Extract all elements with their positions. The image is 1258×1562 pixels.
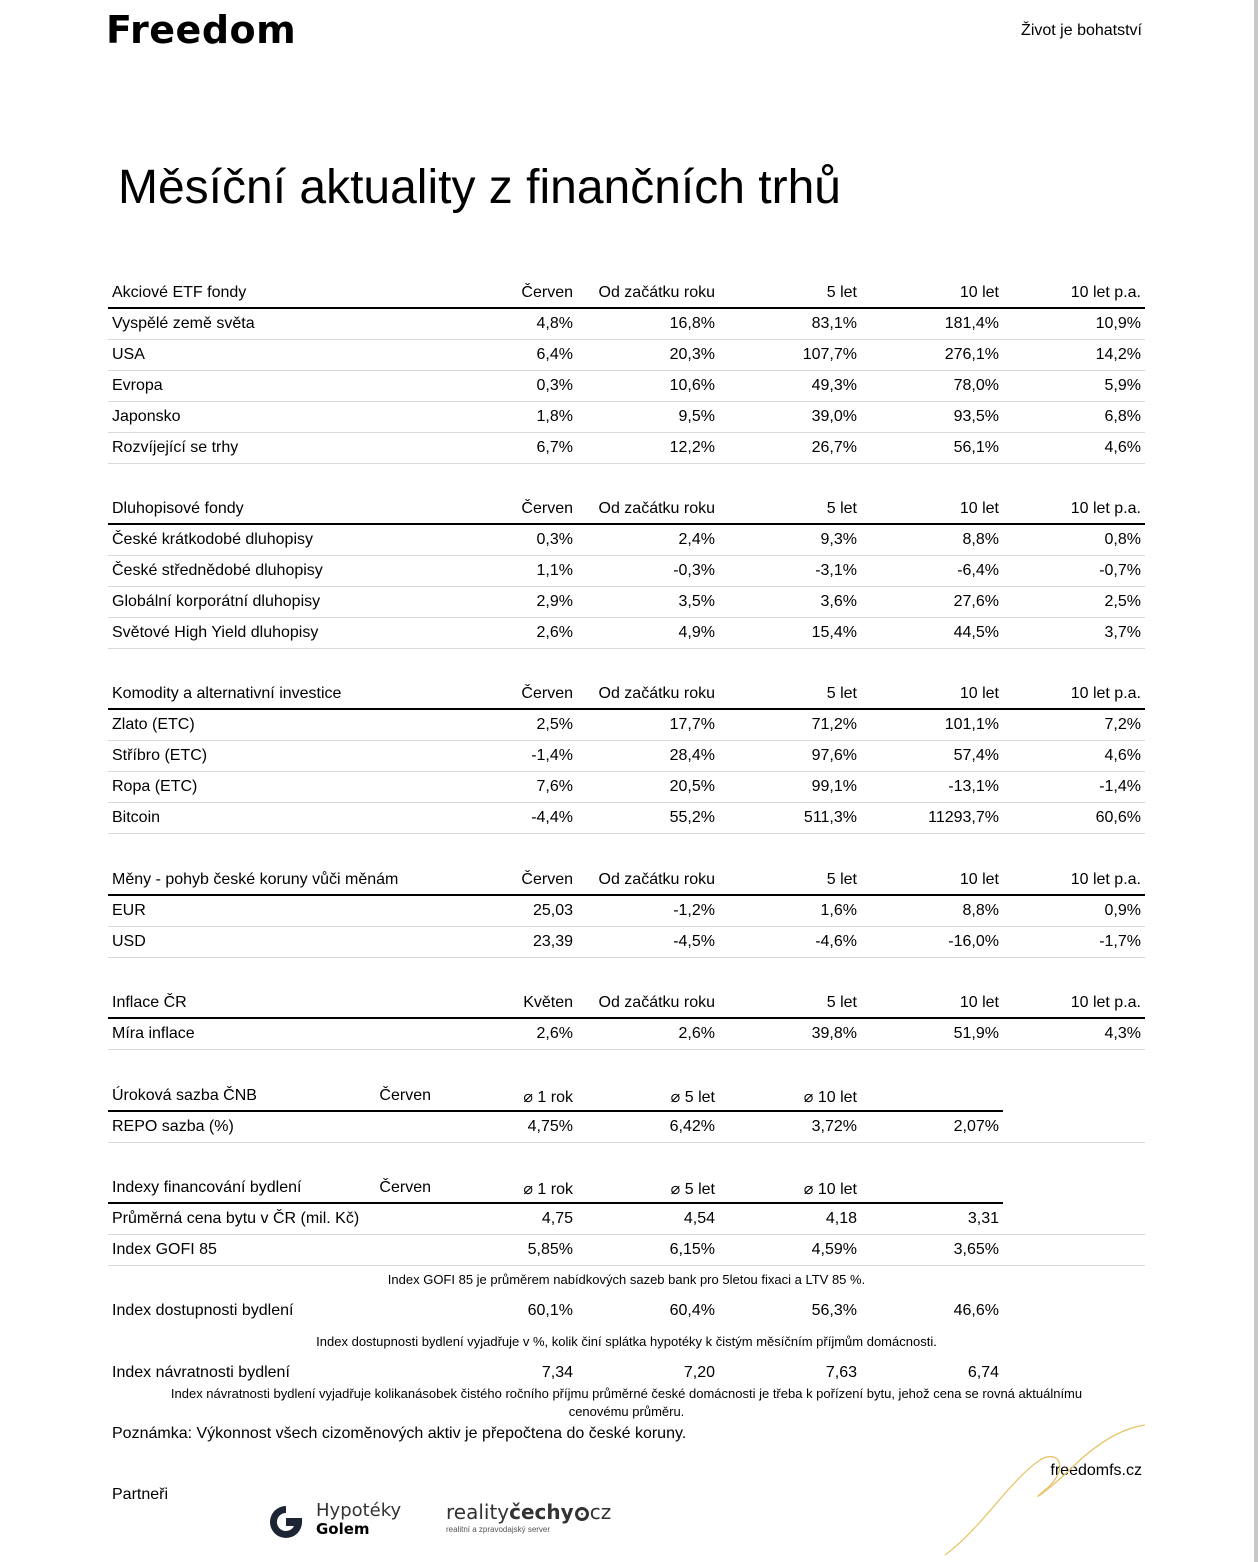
table-cell: -6,4% bbox=[957, 562, 999, 579]
table-cell: 5 let bbox=[826, 284, 857, 301]
table-cell: 14,2% bbox=[1095, 346, 1141, 363]
table-cell: 44,5% bbox=[953, 624, 999, 641]
table-row bbox=[108, 556, 1145, 587]
table-cell: 55,2% bbox=[669, 809, 715, 826]
table-cell: 99,1% bbox=[811, 778, 857, 795]
row-navratnost bbox=[108, 1358, 1145, 1389]
table-cell: Míra inflace bbox=[112, 1025, 195, 1042]
table-cell: USD bbox=[112, 933, 146, 950]
table-cell: 10 let p.a. bbox=[1070, 284, 1141, 301]
table-cell: Červen bbox=[521, 284, 573, 301]
table-cell: 6,15% bbox=[669, 1241, 715, 1258]
table-cell: 39,0% bbox=[811, 408, 857, 425]
table-cell: -4,6% bbox=[815, 933, 857, 950]
table-cell: -16,0% bbox=[948, 933, 999, 950]
table-row bbox=[108, 1358, 1145, 1389]
table-cell: 49,3% bbox=[811, 377, 857, 394]
freedom-logo: Freedom bbox=[106, 8, 297, 52]
table-header bbox=[108, 679, 1145, 710]
table-cell: 4,9% bbox=[678, 624, 715, 641]
page-title: Měsíční aktuality z finančních trhů bbox=[118, 161, 841, 214]
table-cell: 1,1% bbox=[536, 562, 573, 579]
table-cell: 71,2% bbox=[811, 716, 857, 733]
table-cell: 3,65% bbox=[953, 1241, 999, 1258]
table-inflation bbox=[108, 988, 1145, 1050]
golem-icon bbox=[268, 1504, 304, 1538]
table-cell: 16,8% bbox=[669, 315, 715, 332]
table-cell: 97,6% bbox=[811, 747, 857, 764]
table-cell: Průměrná cena bytu v ČR (mil. Kč) bbox=[112, 1210, 360, 1227]
table-cell: ⌀ 5 let bbox=[670, 1181, 715, 1198]
table-cell: Bitcoin bbox=[112, 809, 161, 826]
table-cell: Červen bbox=[521, 500, 573, 517]
table-cell: 4,18 bbox=[825, 1210, 857, 1227]
table-row bbox=[108, 710, 1145, 741]
table-cell: 51,9% bbox=[953, 1025, 999, 1042]
table-cell: -0,3% bbox=[673, 562, 715, 579]
table-cell: 2,07% bbox=[953, 1118, 999, 1135]
table-row bbox=[108, 896, 1145, 927]
table-cell: 0,3% bbox=[536, 377, 573, 394]
table-cell: 2,5% bbox=[1104, 593, 1141, 610]
table-cell: 10 let bbox=[959, 994, 999, 1011]
table-cell: 28,4% bbox=[669, 747, 715, 764]
table-row bbox=[108, 433, 1145, 464]
table-cell: Od začátku roku bbox=[598, 500, 715, 517]
table-cell: 10 let p.a. bbox=[1070, 500, 1141, 517]
table-cell: 20,5% bbox=[669, 778, 715, 795]
table-cell: Úroková sazba ČNB bbox=[112, 1087, 257, 1104]
table-cell: 5 let bbox=[826, 994, 857, 1011]
table-cell: -1,4% bbox=[1099, 778, 1141, 795]
table-cell: 2,4% bbox=[678, 531, 715, 548]
table-cell: 60,6% bbox=[1095, 809, 1141, 826]
table-cell: 27,6% bbox=[953, 593, 999, 610]
table-cell: ⌀ 1 rok bbox=[523, 1089, 573, 1106]
table-commodities bbox=[108, 679, 1145, 834]
table-header bbox=[108, 988, 1145, 1019]
table-cell: 6,7% bbox=[536, 439, 573, 456]
table-cell: 25,03 bbox=[532, 902, 573, 919]
table-cell: 56,1% bbox=[953, 439, 999, 456]
table-cell: 57,4% bbox=[953, 747, 999, 764]
table-stock-etf bbox=[108, 278, 1145, 464]
table-cell: 5 let bbox=[826, 685, 857, 702]
page-edge bbox=[1254, 0, 1258, 1562]
table-cell: 1,6% bbox=[820, 902, 857, 919]
partner-realitycechy-logo[interactable]: realityčechy cz realitní a zpravodajský server bbox=[446, 1500, 612, 1534]
table-cell: Index návratnosti bydlení bbox=[112, 1364, 290, 1381]
table-cell: Japonsko bbox=[112, 408, 181, 425]
table-cell: Ropa (ETC) bbox=[112, 778, 198, 795]
table-row bbox=[108, 525, 1145, 556]
table-housing bbox=[108, 1173, 1145, 1266]
table-cell: 46,6% bbox=[953, 1302, 999, 1319]
table-header bbox=[108, 1173, 1003, 1204]
table-cell: Rozvíjející se trhy bbox=[112, 439, 239, 456]
table-cell: Měny - pohyb české koruny vůči měnám bbox=[112, 871, 399, 888]
table-cell: -1,2% bbox=[673, 902, 715, 919]
table-cell: 2,5% bbox=[536, 716, 573, 733]
table-cell: 10 let bbox=[959, 284, 999, 301]
table-cell: 9,3% bbox=[820, 531, 857, 548]
table-cell: 4,6% bbox=[1104, 439, 1141, 456]
table-cell: Červen bbox=[379, 1179, 431, 1196]
table-cell: 10,6% bbox=[669, 377, 715, 394]
table-header bbox=[108, 494, 1145, 525]
table-cell: 10 let bbox=[959, 685, 999, 702]
table-cell: 2,6% bbox=[536, 624, 573, 641]
navratnost-note-2: cenovému průměru. bbox=[568, 1404, 685, 1419]
table-cell: 5,85% bbox=[527, 1241, 573, 1258]
table-cell: 107,7% bbox=[802, 346, 857, 363]
table-cell: 7,34 bbox=[541, 1364, 573, 1381]
table-cell: 26,7% bbox=[811, 439, 857, 456]
table-header bbox=[108, 1081, 1003, 1112]
table-cell: 7,2% bbox=[1104, 716, 1141, 733]
table-cell: Indexy financování bydlení bbox=[112, 1179, 302, 1196]
table-cell: 83,1% bbox=[811, 315, 857, 332]
table-cell: 2,6% bbox=[536, 1025, 573, 1042]
navratnost-note-1: Index návratnosti bydlení vyjadřuje kolikanásobek čistého ročního příjmu průměrné české domácnosti je třeba k pořízení bytu, jehož cena se rovná aktuálnímu bbox=[170, 1386, 1083, 1401]
table-cell: Vyspělé země světa bbox=[112, 315, 255, 332]
table-cell: 3,72% bbox=[811, 1118, 857, 1135]
table-cell: 5 let bbox=[826, 871, 857, 888]
table-cell: Červen bbox=[379, 1087, 431, 1104]
table-cell: 10 let bbox=[959, 500, 999, 517]
table-cell: Červen bbox=[521, 871, 573, 888]
table-row bbox=[108, 587, 1145, 618]
table-cell: 5,9% bbox=[1104, 377, 1141, 394]
table-cell: 0,8% bbox=[1104, 531, 1141, 548]
table-cell: 8,8% bbox=[962, 902, 999, 919]
table-cell: 15,4% bbox=[811, 624, 857, 641]
table-row bbox=[108, 1296, 1145, 1327]
table-cell: České střednědobé dluhopisy bbox=[112, 562, 323, 579]
decorative-swoosh bbox=[940, 1420, 1150, 1560]
table-bond-funds bbox=[108, 494, 1145, 649]
table-row bbox=[108, 741, 1145, 772]
table-cell: 39,8% bbox=[811, 1025, 857, 1042]
table-cell: Index dostupnosti bydlení bbox=[112, 1302, 294, 1319]
table-row bbox=[108, 803, 1145, 834]
table-cell: Od začátku roku bbox=[598, 685, 715, 702]
table-cell: 10 let p.a. bbox=[1070, 685, 1141, 702]
table-cell: 4,75% bbox=[527, 1118, 573, 1135]
table-cell: 6,42% bbox=[669, 1118, 715, 1135]
table-cell: ⌀ 1 rok bbox=[523, 1181, 573, 1198]
table-cell: -1,4% bbox=[531, 747, 573, 764]
table-cell: 60,1% bbox=[527, 1302, 573, 1319]
table-cell: Index GOFI 85 bbox=[112, 1241, 217, 1258]
table-cell: Stříbro (ETC) bbox=[112, 747, 208, 764]
table-cell: Komodity a alternativní investice bbox=[112, 685, 342, 702]
table-header bbox=[108, 278, 1145, 309]
table-cell: 181,4% bbox=[944, 315, 999, 332]
table-cell: 6,8% bbox=[1104, 408, 1141, 425]
table-cell: 60,4% bbox=[669, 1302, 715, 1319]
table-row bbox=[108, 1112, 1145, 1143]
table-cell: Dluhopisové fondy bbox=[112, 500, 244, 517]
table-cell: Světové High Yield dluhopisy bbox=[112, 624, 319, 641]
table-cell: USA bbox=[112, 346, 145, 363]
table-cell: 4,3% bbox=[1104, 1025, 1141, 1042]
table-cell: 8,8% bbox=[962, 531, 999, 548]
table-cell: 2,9% bbox=[536, 593, 573, 610]
table-cell: 2,6% bbox=[678, 1025, 715, 1042]
table-cell: 9,5% bbox=[678, 408, 715, 425]
table-cell: Evropa bbox=[112, 377, 163, 394]
table-cell: -4,4% bbox=[531, 809, 573, 826]
table-cell: 7,6% bbox=[536, 778, 573, 795]
table-cell: 4,59% bbox=[811, 1241, 857, 1258]
table-header bbox=[108, 865, 1145, 896]
table-cell: 10 let p.a. bbox=[1070, 994, 1141, 1011]
table-row bbox=[108, 340, 1145, 371]
table-cell: 10,9% bbox=[1095, 315, 1141, 332]
target-icon bbox=[575, 1507, 589, 1521]
table-cell: -4,5% bbox=[673, 933, 715, 950]
table-cell: 3,7% bbox=[1104, 624, 1141, 641]
table-cell: 276,1% bbox=[944, 346, 999, 363]
table-cell: Květen bbox=[523, 994, 573, 1011]
partners-label: Partneři bbox=[112, 1486, 169, 1503]
table-cell: ⌀ 10 let bbox=[803, 1181, 857, 1198]
table-cell: Inflace ČR bbox=[112, 994, 187, 1011]
table-cell: Od začátku roku bbox=[598, 994, 715, 1011]
website-link[interactable]: freedomfs.cz bbox=[1050, 1462, 1142, 1479]
table-cell: -0,7% bbox=[1099, 562, 1141, 579]
table-cell: 1,8% bbox=[536, 408, 573, 425]
table-cell: Od začátku roku bbox=[598, 871, 715, 888]
table-cell: EUR bbox=[112, 902, 146, 919]
table-cell: 4,6% bbox=[1104, 747, 1141, 764]
table-cell: 101,1% bbox=[944, 716, 999, 733]
table-currencies bbox=[108, 865, 1145, 958]
table-cell: Akciové ETF fondy bbox=[112, 284, 247, 301]
table-cell: 511,3% bbox=[803, 809, 857, 826]
table-row bbox=[108, 772, 1145, 803]
table-cell: 4,75 bbox=[541, 1210, 573, 1227]
table-cell: -3,1% bbox=[815, 562, 857, 579]
table-cell: 3,6% bbox=[820, 593, 857, 610]
tagline: Život je bohatství bbox=[1021, 22, 1142, 39]
table-cell: REPO sazba (%) bbox=[112, 1118, 234, 1135]
table-row bbox=[108, 1019, 1145, 1050]
table-cell: 0,3% bbox=[536, 531, 573, 548]
table-cell: 78,0% bbox=[953, 377, 999, 394]
table-cell: 3,31 bbox=[967, 1210, 999, 1227]
table-cell: 4,8% bbox=[536, 315, 573, 332]
table-cell: 6,4% bbox=[536, 346, 573, 363]
table-cell: 23,39 bbox=[532, 933, 573, 950]
table-cell: 12,2% bbox=[669, 439, 715, 456]
table-cell: -1,7% bbox=[1099, 933, 1141, 950]
table-cell: 0,9% bbox=[1104, 902, 1141, 919]
table-cell: 93,5% bbox=[953, 408, 999, 425]
table-cell: 4,54 bbox=[683, 1210, 715, 1227]
table-cell: Od začátku roku bbox=[598, 284, 715, 301]
gofi-note: Index GOFI 85 je průměrem nabídkových sazeb bank pro 5letou fixaci a LTV 85 %. bbox=[387, 1272, 866, 1287]
table-cell: 7,20 bbox=[683, 1364, 715, 1381]
table-cell: 7,63 bbox=[825, 1364, 857, 1381]
table-cell: 3,5% bbox=[678, 593, 715, 610]
table-row bbox=[108, 371, 1145, 402]
table-cell: Zlato (ETC) bbox=[112, 716, 195, 733]
table-cell: 10 let p.a. bbox=[1070, 871, 1141, 888]
table-cell: 17,7% bbox=[669, 716, 715, 733]
table-cnb-rate bbox=[108, 1081, 1145, 1143]
table-row bbox=[108, 402, 1145, 433]
table-row bbox=[108, 1204, 1145, 1235]
table-cell: Červen bbox=[521, 685, 573, 702]
table-row bbox=[108, 1235, 1145, 1266]
table-cell: 11293,7% bbox=[928, 809, 999, 826]
table-cell: Globální korporátní dluhopisy bbox=[112, 593, 321, 610]
table-cell: 5 let bbox=[826, 500, 857, 517]
table-cell: 10 let bbox=[959, 871, 999, 888]
row-dostupnost bbox=[108, 1296, 1145, 1327]
table-cell: České krátkodobé dluhopisy bbox=[112, 531, 314, 548]
dostupnost-note: Index dostupnosti bydlení vyjadřuje v %, kolik činí splátka hypotéky k čistým měsíčním příjmům domácnosti. bbox=[316, 1334, 937, 1349]
table-row bbox=[108, 618, 1145, 649]
table-cell: 20,3% bbox=[669, 346, 715, 363]
table-cell: ⌀ 5 let bbox=[670, 1089, 715, 1106]
table-row bbox=[108, 927, 1145, 958]
table-row bbox=[108, 309, 1145, 340]
table-cell: 56,3% bbox=[811, 1302, 857, 1319]
table-cell: 6,74 bbox=[967, 1364, 999, 1381]
footnote: Poznámka: Výkonnost všech cizoměnových aktiv je přepočtena do české koruny. bbox=[112, 1425, 687, 1442]
table-cell: ⌀ 10 let bbox=[803, 1089, 857, 1106]
table-cell: -13,1% bbox=[948, 778, 999, 795]
